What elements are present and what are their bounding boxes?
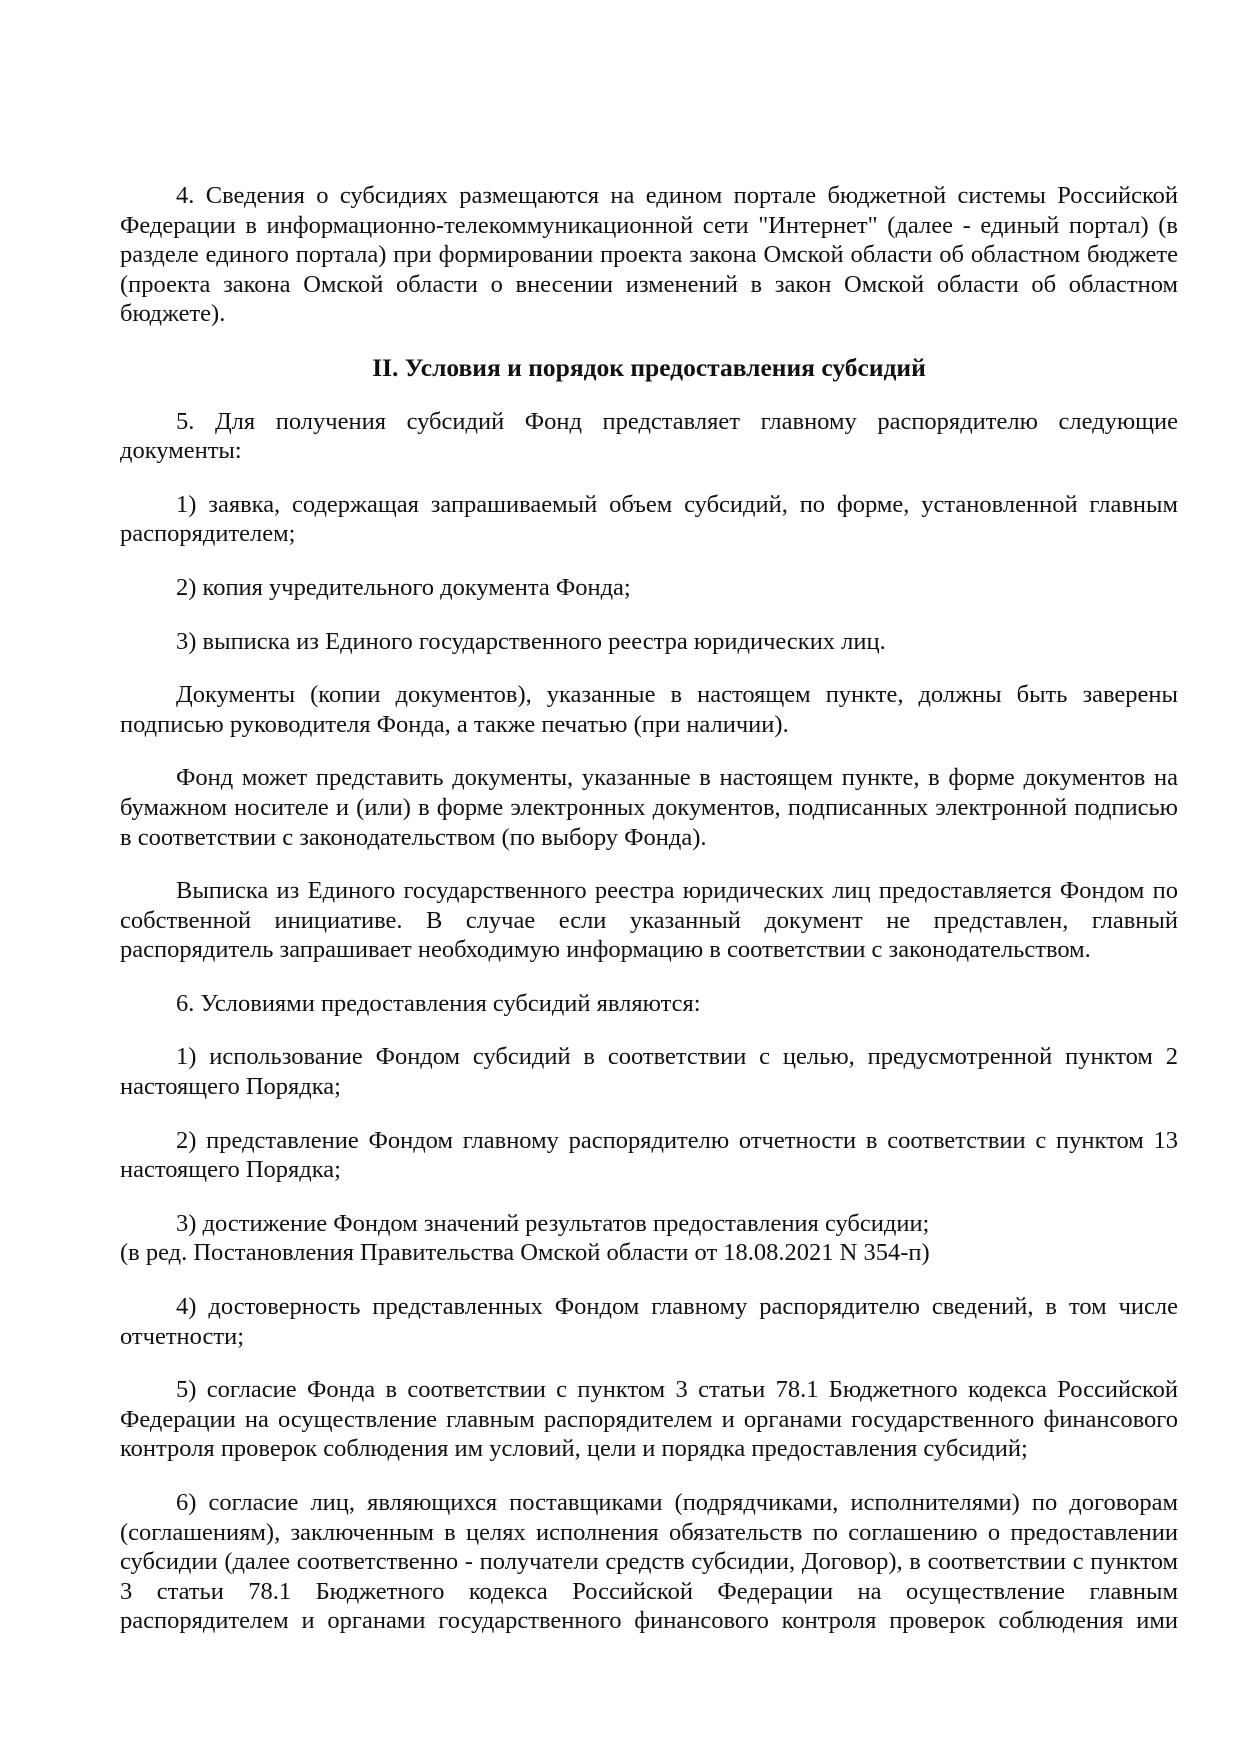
paragraph-5-documents: Документы (копии документов), указанные в настоящем пункте, должны быть заверены подписью руководителя Фонда, а также печатью (при наличии). xyxy=(120,681,1178,738)
paragraph-5-extract: Выписка из Единого государственного реестра юридических лиц предоставляется Фондом по собственной инициативе. В случае если указанный документ не представлен, главный распорядитель запрашивает необходимую информацию в соответствии с законодательством. xyxy=(120,877,1178,964)
paragraph-5: 5. Для получения субсидий Фонд представляет главному распорядителю следующие документы: xyxy=(120,407,1178,465)
document-page xyxy=(120,181,1178,1660)
paragraph-6-item-3: 3) достижение Фондом значений результатов предоставления субсидии; xyxy=(176,1209,930,1237)
paragraph-6: 6. Условиями предоставления субсидий являются: xyxy=(176,989,701,1017)
amendment-note: (в ред. Постановления Правительства Омской области от 18.08.2021 N 354-п) xyxy=(120,1239,930,1267)
paragraph-4: 4. Сведения о субсидиях размещаются на едином портале бюджетной системы Российской Федерации в информационно-телекоммуникационной сети "Интернет" (далее - единый портал) (в разделе единого портала) при формировании проекта закона Омской области об областном бюджете (проекта закона Омской области о внесении изменений в закон Омской области об областном бюджете). xyxy=(120,182,1178,328)
paragraph-5-item-1: 1) заявка, содержащая запрашиваемый объем субсидий, по форме, установленной главным распорядителем; xyxy=(120,490,1178,548)
paragraph-6-item-4: 4) достоверность представленных Фондом главному распорядителю сведений, в том числе отчетности; xyxy=(120,1293,1178,1350)
paragraph-6-item-6: 6) согласие лиц, являющихся поставщиками (подрядчиками, исполнителями) по договорам (соглашениям), заключенным в целях исполнения обязательств по соглашению о предоставлении субсидии (далее соответственно - получатели средств субсидии, Договор), в соответствии с пунктом 3 статьи 78.1 Бюджетного кодекса Российской Федерации на осуществление главным распорядителем и органами государственного финансового контроля проверок соблюдения ими xyxy=(120,1489,1178,1635)
paragraph-6-item-2: 2) представление Фондом главному распорядителю отчетности в соответствии с пунктом 13 настоящего Порядка; xyxy=(120,1126,1178,1184)
paragraph-5-item-3: 3) выписка из Единого государственного реестра юридических лиц. xyxy=(176,627,886,655)
paragraph-5-item-2: 2) копия учредительного документа Фонда; xyxy=(176,573,631,601)
paragraph-6-item-5: 5) согласие Фонда в соответствии с пунктом 3 статьи 78.1 Бюджетного кодекса Российской Федерации на осуществление главным распорядителем и органами государственного финансового контроля проверок соблюдения им условий, цели и порядка предоставления субсидий; xyxy=(120,1376,1178,1463)
section-heading: II. Условия и порядок предоставления субсидий xyxy=(372,352,926,382)
paragraph-5-forms: Фонд может представить документы, указанные в настоящем пункте, в форме документов на бумажном носителе и (или) в форме электронных документов, подписанных электронной подписью в соответствии с законодательством (по выбору Фонда). xyxy=(120,764,1178,851)
paragraph-6-item-1: 1) использование Фондом субсидий в соответствии с целью, предусмотренной пунктом 2 настоящего Порядка; xyxy=(120,1043,1178,1101)
